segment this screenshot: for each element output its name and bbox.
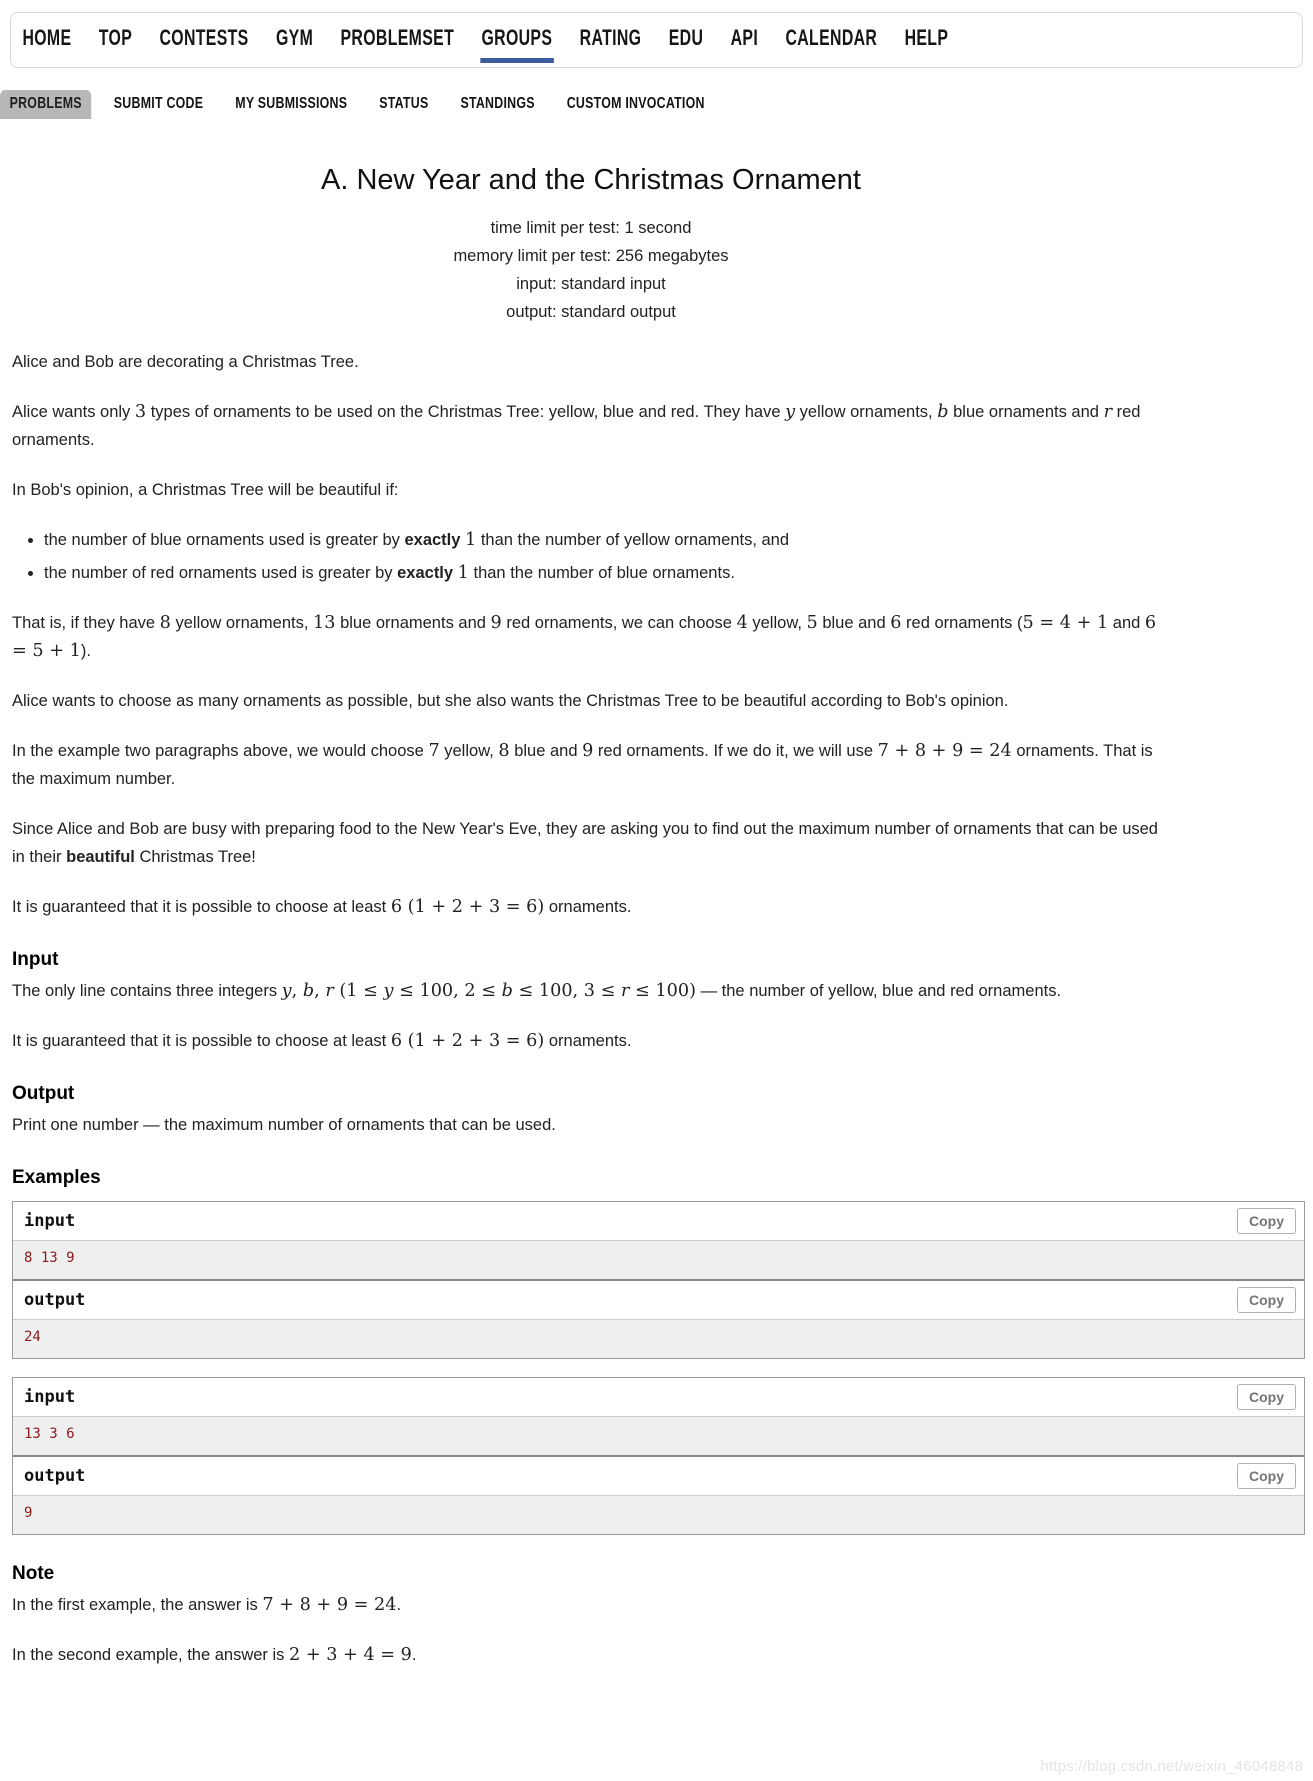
text-segment: y bbox=[281, 981, 292, 1001]
text-segment: red ornaments, we can choose bbox=[501, 614, 737, 632]
tab-problems[interactable]: PROBLEMS bbox=[0, 90, 91, 119]
problem-title: A. New Year and the Christmas Ornament bbox=[321, 164, 861, 196]
nav-calendar[interactable]: CALENDAR bbox=[785, 25, 878, 50]
text-segment: 7 + 8 + 9 = 24 bbox=[877, 741, 1012, 761]
text-segment: , bbox=[314, 981, 326, 1001]
text-segment: ≤ 100) bbox=[629, 981, 696, 1001]
contest-tabs-bar bbox=[0, 91, 1313, 118]
text-segment: (1 ≤ bbox=[333, 981, 384, 1001]
text-segment: 6 (1 + 2 + 3 = 6) bbox=[390, 1031, 545, 1051]
text-segment: In Bob's opinion, a Christmas Tree will be beautiful if: bbox=[12, 481, 399, 499]
nav-edu[interactable]: EDU bbox=[668, 25, 704, 50]
text-segment: the number of blue ornaments used is greater by bbox=[44, 531, 405, 549]
problem-limits bbox=[12, 214, 1170, 326]
text-segment: 8 bbox=[498, 741, 510, 761]
text-segment: , bbox=[291, 981, 303, 1001]
text-segment: ≤ 100, 3 ≤ bbox=[512, 981, 621, 1001]
text-segment: red ornaments. bbox=[12, 403, 1141, 449]
text-segment: 6 bbox=[890, 613, 902, 633]
text-segment: 6 = 5 + 1 bbox=[12, 613, 1157, 661]
text-segment: 5 = 4 + 1 bbox=[1022, 613, 1109, 633]
sample-input-title bbox=[13, 1202, 1304, 1241]
text-segment: Alice wants only bbox=[12, 403, 135, 421]
text-segment: 2 + 3 + 4 = 9 bbox=[289, 1645, 412, 1665]
text-segment: ornaments. That is the maximum number. bbox=[12, 742, 1153, 788]
text-segment: blue ornaments and bbox=[948, 403, 1104, 421]
sample-input-label: input bbox=[24, 1387, 76, 1407]
statement-paragraph bbox=[12, 398, 1170, 454]
problem-header bbox=[12, 164, 1170, 326]
output-section-paragraph bbox=[12, 1111, 1170, 1139]
sample-output-label: output bbox=[24, 1290, 86, 1310]
statement-paragraph bbox=[12, 609, 1170, 665]
list-item bbox=[44, 559, 1170, 587]
text-segment: 1 bbox=[465, 530, 477, 550]
text-segment: r bbox=[621, 981, 630, 1001]
text-segment: In the first example, the answer is bbox=[12, 1596, 263, 1614]
copy-input-button[interactable]: Copy bbox=[1237, 1208, 1296, 1234]
problem-statement bbox=[0, 164, 1313, 1669]
tab-custom-invocation[interactable]: CUSTOM INVOCATION bbox=[566, 95, 705, 112]
nav-home[interactable]: HOME bbox=[22, 25, 72, 50]
text-segment: It is guaranteed that it is possible to choose at least bbox=[12, 1032, 391, 1050]
text-segment: 1 bbox=[457, 563, 469, 583]
statement-paragraph bbox=[12, 687, 1170, 715]
nav-contests[interactable]: CONTESTS bbox=[159, 25, 249, 50]
input-spec: input: standard input bbox=[516, 275, 666, 293]
nav-top[interactable]: TOP bbox=[98, 25, 133, 50]
text-segment: 4 bbox=[736, 613, 748, 633]
output-section-heading: Output bbox=[12, 1083, 75, 1104]
text-segment: 6 (1 + 2 + 3 = 6) bbox=[390, 897, 545, 917]
text-segment: That is, if they have bbox=[12, 614, 160, 632]
nav-help[interactable]: HELP bbox=[904, 25, 949, 50]
text-segment: y bbox=[383, 981, 394, 1001]
text-segment: y bbox=[785, 402, 796, 422]
sample-test-1 bbox=[12, 1201, 1305, 1359]
text-segment: Print one number — the maximum number of ornaments that can be used. bbox=[12, 1116, 556, 1134]
statement-text bbox=[12, 348, 1170, 1189]
text-segment: r bbox=[325, 981, 334, 1001]
statement-paragraph bbox=[12, 476, 1170, 504]
text-segment: yellow ornaments, bbox=[795, 403, 938, 421]
nav-groups[interactable]: GROUPS bbox=[480, 17, 554, 63]
text-segment: In the second example, the answer is bbox=[12, 1646, 289, 1664]
text-segment: . bbox=[396, 1596, 402, 1614]
text-segment: r bbox=[1103, 402, 1112, 422]
text-segment: ≤ 100, 2 ≤ bbox=[393, 981, 502, 1001]
time-limit: time limit per test: 1 second bbox=[490, 219, 692, 237]
text-segment: exactly bbox=[397, 564, 454, 582]
text-segment: b bbox=[501, 981, 513, 1001]
text-segment: blue and bbox=[509, 742, 583, 760]
text-segment: and bbox=[1108, 614, 1145, 632]
sample-output-value: 9 bbox=[13, 1496, 1304, 1534]
input-section-heading: Input bbox=[12, 949, 59, 970]
note-heading: Note bbox=[12, 1563, 55, 1584]
text-segment: types of ornaments to be used on the Christmas Tree: yellow, blue and red. They have bbox=[146, 403, 786, 421]
nav-gym[interactable]: GYM bbox=[275, 25, 314, 50]
text-segment: yellow ornaments, bbox=[170, 614, 314, 632]
text-segment: b bbox=[937, 402, 949, 422]
sample-input-label: input bbox=[24, 1211, 76, 1231]
text-segment: red ornaments ( bbox=[901, 614, 1023, 632]
copy-input-button[interactable]: Copy bbox=[1237, 1384, 1296, 1410]
output-spec: output: standard output bbox=[506, 303, 676, 321]
text-segment: 7 + 8 + 9 = 24 bbox=[262, 1595, 397, 1615]
text-segment: — the number of yellow, blue and red ornaments. bbox=[696, 982, 1062, 1000]
nav-problemset[interactable]: PROBLEMSET bbox=[340, 25, 455, 50]
sample-input-value: 8 13 9 bbox=[13, 1241, 1304, 1281]
statement-paragraph bbox=[12, 815, 1170, 871]
text-segment: the number of red ornaments used is greater by bbox=[44, 564, 398, 582]
text-segment: ornaments. bbox=[544, 898, 632, 916]
top-navigation-bar bbox=[10, 12, 1303, 68]
text-segment: ). bbox=[80, 642, 91, 660]
text-segment: ornaments. bbox=[544, 1032, 632, 1050]
text-segment: yellow, bbox=[747, 614, 807, 632]
text-segment: b bbox=[302, 981, 315, 1001]
text-segment: 13 bbox=[313, 613, 336, 633]
conditions-list bbox=[12, 526, 1170, 587]
text-segment: Christmas Tree! bbox=[134, 848, 256, 866]
tab-my-submissions[interactable]: MY SUBMISSIONS bbox=[235, 95, 348, 112]
sample-input-title bbox=[13, 1378, 1304, 1417]
text-segment: . bbox=[411, 1646, 417, 1664]
statement-paragraph bbox=[12, 893, 1170, 921]
text-segment: yellow, bbox=[439, 742, 499, 760]
copy-output-button[interactable]: Copy bbox=[1237, 1287, 1296, 1313]
sample-output-title bbox=[13, 1281, 1304, 1320]
note-paragraph bbox=[12, 1641, 1170, 1669]
input-section-paragraph bbox=[12, 1027, 1170, 1055]
text-segment: 8 bbox=[159, 613, 171, 633]
note-paragraph bbox=[12, 1591, 1170, 1619]
text-segment: 3 bbox=[134, 402, 147, 422]
text-segment: Since Alice and Bob are busy with preparing food to the New Year's Eve, they are asking you to find out the maximum number of ornaments that can be used in their bbox=[12, 820, 1158, 866]
tab-status[interactable]: STATUS bbox=[379, 95, 429, 112]
sample-output-title bbox=[13, 1457, 1304, 1496]
examples-heading: Examples bbox=[12, 1167, 101, 1188]
text-segment: 7 bbox=[428, 741, 440, 761]
text-segment: 5 bbox=[806, 613, 818, 633]
sample-test-2 bbox=[12, 1377, 1305, 1535]
text-segment: beautiful bbox=[66, 848, 135, 866]
tab-submit-code[interactable]: SUBMIT CODE bbox=[113, 95, 204, 112]
contest-tabs bbox=[0, 91, 727, 118]
sample-output-label: output bbox=[24, 1466, 86, 1486]
note-section bbox=[12, 1563, 1170, 1669]
text-segment: 9 bbox=[582, 741, 594, 761]
text-segment: The only line contains three integers bbox=[12, 982, 282, 1000]
statement-paragraph bbox=[12, 348, 1170, 376]
text-segment: red ornaments. If we do it, we will use bbox=[593, 742, 878, 760]
text-segment: blue and bbox=[817, 614, 891, 632]
text-segment: It is guaranteed that it is possible to choose at least bbox=[12, 898, 391, 916]
copy-output-button[interactable]: Copy bbox=[1237, 1463, 1296, 1489]
nav-api[interactable]: API bbox=[730, 25, 759, 50]
text-segment: Alice and Bob are decorating a Christmas Tree. bbox=[12, 353, 359, 371]
text-segment: than the number of blue ornaments. bbox=[468, 564, 735, 582]
sample-input-value: 13 3 6 bbox=[13, 1417, 1304, 1457]
tab-standings[interactable]: STANDINGS bbox=[460, 95, 535, 112]
sample-output-value: 24 bbox=[13, 1320, 1304, 1358]
statement-paragraph bbox=[12, 737, 1170, 793]
top-navigation-items bbox=[21, 17, 974, 63]
text-segment: In the example two paragraphs above, we would choose bbox=[12, 742, 429, 760]
nav-rating[interactable]: RATING bbox=[579, 25, 642, 50]
text-segment: 9 bbox=[490, 613, 502, 633]
input-section-paragraph bbox=[12, 977, 1170, 1005]
watermark: https://blog.csdn.net/weixin_46048848 bbox=[1040, 1758, 1303, 1775]
text-segment: than the number of yellow ornaments, and bbox=[476, 531, 790, 549]
list-item bbox=[44, 526, 1170, 554]
text-segment: Alice wants to choose as many ornaments as possible, but she also wants the Christmas Tree to be beautiful according to Bob's opinion. bbox=[12, 692, 1009, 710]
text-segment: blue ornaments and bbox=[335, 614, 491, 632]
text-segment: exactly bbox=[404, 531, 461, 549]
memory-limit: memory limit per test: 256 megabytes bbox=[453, 247, 729, 265]
